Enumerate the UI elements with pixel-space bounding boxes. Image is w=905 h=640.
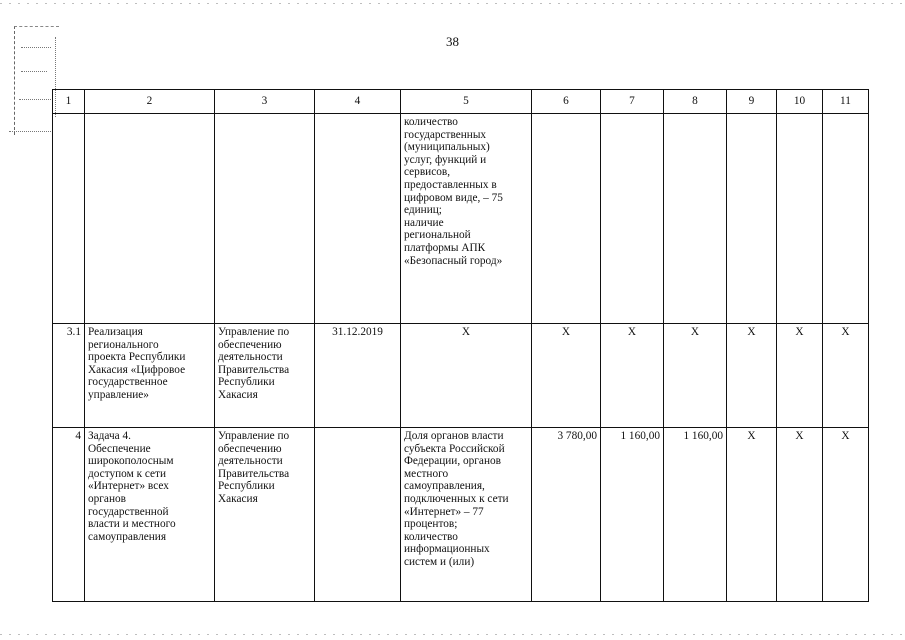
value-col-10: Х bbox=[777, 324, 823, 428]
value-col-8: 1 160,00 bbox=[664, 428, 727, 602]
value-col-9: Х bbox=[727, 428, 777, 602]
responsible-executor: Управление по обеспечению деятельности Правительства Республики Хакасия bbox=[215, 324, 315, 428]
measure-name: Реализация регионального проекта Республики Хакасия «Цифровое государственное управление» bbox=[85, 324, 215, 428]
header-cell-8: 8 bbox=[664, 90, 727, 114]
header-cell-4: 4 bbox=[315, 90, 401, 114]
row-number: 4 bbox=[53, 428, 85, 602]
table-row bbox=[53, 114, 869, 324]
scan-artifact-top bbox=[0, 3, 905, 4]
value-col-11 bbox=[823, 114, 869, 324]
indicator-text: количество государственных (муниципальных) услуг, функций и сервисов, предоставленных в цифровом виде, – 75 единиц; наличие региональной платформы АПК «Безопасный город» bbox=[401, 114, 532, 324]
row-number: 3.1 bbox=[53, 324, 85, 428]
value-col-9 bbox=[727, 114, 777, 324]
value-col-7 bbox=[601, 114, 664, 324]
header-cell-6: 6 bbox=[532, 90, 601, 114]
program-table bbox=[52, 89, 869, 602]
header-cell-7: 7 bbox=[601, 90, 664, 114]
header-cell-11: 11 bbox=[823, 90, 869, 114]
responsible-executor: Управление по обеспечению деятельности Правительства Республики Хакасия bbox=[215, 428, 315, 602]
value-col-11: Х bbox=[823, 324, 869, 428]
measure-name: Задача 4. Обеспечение широкополосным доступом к сети «Интернет» всех органов государственной власти и местного самоуправления bbox=[85, 428, 215, 602]
measure-name bbox=[85, 114, 215, 324]
deadline: 31.12.2019 bbox=[315, 324, 401, 428]
deadline bbox=[315, 114, 401, 324]
scan-artifact-bottom bbox=[0, 634, 905, 635]
value-col-6: Х bbox=[532, 324, 601, 428]
table-row bbox=[53, 324, 869, 428]
value-col-8 bbox=[664, 114, 727, 324]
table-row bbox=[53, 428, 869, 602]
indicator-text: Х bbox=[401, 324, 532, 428]
value-col-6: 3 780,00 bbox=[532, 428, 601, 602]
value-col-7: 1 160,00 bbox=[601, 428, 664, 602]
value-col-6 bbox=[532, 114, 601, 324]
value-col-7: Х bbox=[601, 324, 664, 428]
row-number bbox=[53, 114, 85, 324]
indicator-text: Доля органов власти субъекта Российской Федерации, органов местного самоуправления, подключенных к сети «Интернет» – 77 процентов; количество информационных систем и (или) bbox=[401, 428, 532, 602]
value-col-8: Х bbox=[664, 324, 727, 428]
header-cell-1: 1 bbox=[53, 90, 85, 114]
value-col-9: Х bbox=[727, 324, 777, 428]
page-number: 38 bbox=[446, 34, 459, 49]
value-col-10 bbox=[777, 114, 823, 324]
header-cell-10: 10 bbox=[777, 90, 823, 114]
header-row bbox=[53, 90, 869, 114]
header-cell-5: 5 bbox=[401, 90, 532, 114]
header-cell-9: 9 bbox=[727, 90, 777, 114]
value-col-11: Х bbox=[823, 428, 869, 602]
responsible-executor bbox=[215, 114, 315, 324]
header-cell-2: 2 bbox=[85, 90, 215, 114]
header-cell-3: 3 bbox=[215, 90, 315, 114]
value-col-10: Х bbox=[777, 428, 823, 602]
deadline bbox=[315, 428, 401, 602]
